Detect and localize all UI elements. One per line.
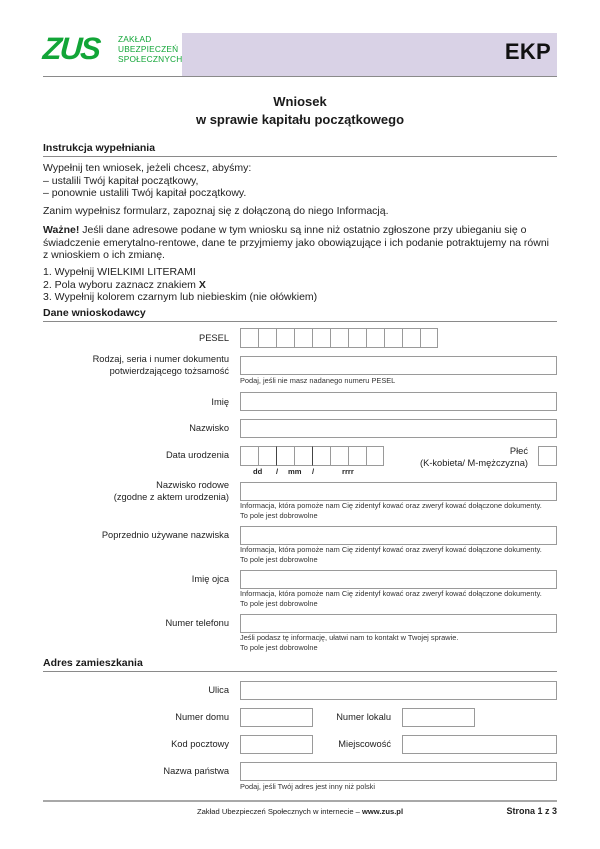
step-item: 2. Pola wyboru zaznacz znakiem X — [43, 278, 206, 291]
logo-line-1: ZAKŁAD — [118, 33, 152, 44]
pesel-input[interactable] — [240, 328, 438, 348]
logo-line-2: UBEZPIECZEŃ — [118, 43, 179, 54]
pesel-label: PESEL — [199, 333, 229, 343]
read-info-text: Zanim wypełnisz formularz, zapoznaj się z dołączoną do niego Informacją. — [43, 205, 389, 217]
applicant-heading: Dane wnioskodawcy — [43, 307, 557, 322]
page-number: Strona 1 z 3 — [506, 806, 557, 816]
birth-date-day-cell[interactable] — [240, 446, 258, 466]
maiden-name-hint: Informacja, która pomoże nam Cię zidentyf kować oraz zweryf kować dołączone dokumenty. To pole jest dobrowolne — [240, 501, 542, 520]
important-note — [43, 224, 557, 262]
apartment-number-label: Numer lokalu — [336, 712, 391, 722]
father-name-label: Imię ojca — [191, 574, 229, 584]
birth-date-label: Data urodzenia — [165, 450, 229, 460]
pesel-cell[interactable] — [258, 328, 276, 348]
address-heading: Adres zamieszkania — [43, 657, 557, 672]
pesel-cell[interactable] — [402, 328, 420, 348]
birth-date-month-cell[interactable] — [276, 446, 294, 466]
pesel-cell[interactable] — [294, 328, 312, 348]
postal-code-label: Kod pocztowy — [171, 739, 229, 749]
maiden-name-input[interactable] — [240, 482, 557, 501]
header-band — [182, 33, 557, 77]
id-document-label: Rodzaj, seria i numer dokumentu potwierdzającego tożsamość — [92, 354, 229, 376]
birth-date-year-cell[interactable] — [348, 446, 366, 466]
country-hint: Podaj, jeśli Twój adres jest inny niż polski — [240, 782, 376, 791]
date-legend-yyyy: rrrr — [342, 467, 354, 476]
father-name-hint: Informacja, która pomoże nam Cię zidentyf kować oraz zweryf kować dołączone dokumenty. To pole jest dobrowolne — [240, 589, 542, 608]
street-input[interactable] — [240, 681, 557, 700]
last-name-input[interactable] — [240, 419, 557, 438]
id-document-input[interactable] — [240, 356, 557, 375]
pesel-cell[interactable] — [240, 328, 258, 348]
intro-text: Wypełnij ten wniosek, jeżeli chcesz, abyśmy: — [43, 162, 252, 174]
footer-caption: Zakład Ubezpieczeń Społecznych w internecie – — [196, 807, 362, 816]
phone-hint: Jeśli podasz tę informację, ułatwi nam to kontakt w Twojej sprawie. To pole jest dobrowolne — [240, 633, 459, 652]
phone-input[interactable] — [240, 614, 557, 633]
header-divider — [43, 76, 557, 77]
last-name-label: Nazwisko — [189, 423, 229, 433]
sex-input[interactable] — [538, 446, 557, 466]
father-name-input[interactable] — [240, 570, 557, 589]
postal-code-input[interactable] — [240, 735, 313, 754]
step-item: 3. Wypełnij kolorem czarnym lub niebieskim (nie ołówkiem) — [43, 291, 318, 303]
zus-logo-text — [118, 34, 182, 65]
birth-date-day-cell[interactable] — [258, 446, 276, 466]
form-code: EKP — [504, 39, 551, 64]
pesel-cell[interactable] — [312, 328, 330, 348]
form-title: Wniosek — [273, 94, 327, 109]
instructions-intro — [43, 162, 557, 200]
date-legend-dd: dd — [253, 467, 263, 476]
sex-label: Płeć (K-kobieta/ M-mężczyzna) — [420, 446, 528, 468]
bullet-item: – ponownie ustalili Twój kapitał początkowy. — [43, 187, 247, 199]
birth-date-input[interactable] — [240, 446, 384, 466]
pesel-cell[interactable] — [384, 328, 402, 348]
country-label: Nazwa państwa — [163, 766, 229, 776]
pesel-cell[interactable] — [348, 328, 366, 348]
pesel-cell[interactable] — [330, 328, 348, 348]
house-number-label: Numer domu — [175, 712, 229, 722]
date-legend-sep: / — [276, 467, 279, 476]
pesel-cell[interactable] — [420, 328, 438, 348]
step-item: 1. Wypełnij WIELKIMI LITERAMI — [43, 266, 196, 278]
form-subtitle: w sprawie kapitału początkowego — [195, 112, 405, 127]
birth-date-month-cell[interactable] — [294, 446, 312, 466]
first-name-label: Imię — [211, 397, 229, 407]
previous-names-hint: Informacja, która pomoże nam Cię zidentyf kować oraz zweryf kować dołączone dokumenty. To pole jest dobrowolne — [240, 545, 542, 564]
pesel-cell[interactable] — [366, 328, 384, 348]
date-legend-mm: mm — [288, 467, 302, 476]
apartment-number-input[interactable] — [402, 708, 475, 727]
maiden-name-label: Nazwisko rodowe (zgodne z aktem urodzenia) — [113, 480, 229, 502]
previous-names-input[interactable] — [240, 526, 557, 545]
phone-label: Numer telefonu — [165, 618, 229, 628]
footer-link[interactable]: www.zus.pl — [361, 807, 404, 816]
date-legend-sep: / — [312, 467, 315, 476]
birth-date-year-cell[interactable] — [330, 446, 348, 466]
id-document-hint: Podaj, jeśli nie masz nadanego numeru PESEL — [240, 376, 396, 385]
house-number-input[interactable] — [240, 708, 313, 727]
important-text: Jeśli dane adresowe podane w tym wniosku są inne niż ostatnio zgłoszone przy ubieganiu się o świadczenie emerytalno-rentowe, dane te przyjmiemy jako obowiązujące i ich podanie potraktujemy na równi z wnioskiem o ich zmianę. — [43, 224, 550, 261]
country-input[interactable] — [240, 762, 557, 781]
zus-logo-mark: ZUS — [41, 31, 101, 66]
city-label: Miejscowość — [338, 739, 391, 749]
footer-divider — [43, 800, 557, 802]
previous-names-label: Poprzednio używane nazwiska — [101, 530, 229, 540]
pesel-cell[interactable] — [276, 328, 294, 348]
bullet-item: – ustalili Twój kapitał początkowy, — [43, 174, 199, 187]
first-name-input[interactable] — [240, 392, 557, 411]
birth-date-year-cell[interactable] — [312, 446, 330, 466]
zus-logo — [41, 31, 183, 66]
important-label: Ważne! — [43, 224, 80, 236]
instructions-heading: Instrukcja wypełniania — [43, 142, 557, 157]
logo-line-3: SPOŁECZNYCH — [118, 54, 183, 65]
fill-steps — [43, 266, 557, 304]
street-label: Ulica — [208, 685, 229, 695]
city-input[interactable] — [402, 735, 557, 754]
